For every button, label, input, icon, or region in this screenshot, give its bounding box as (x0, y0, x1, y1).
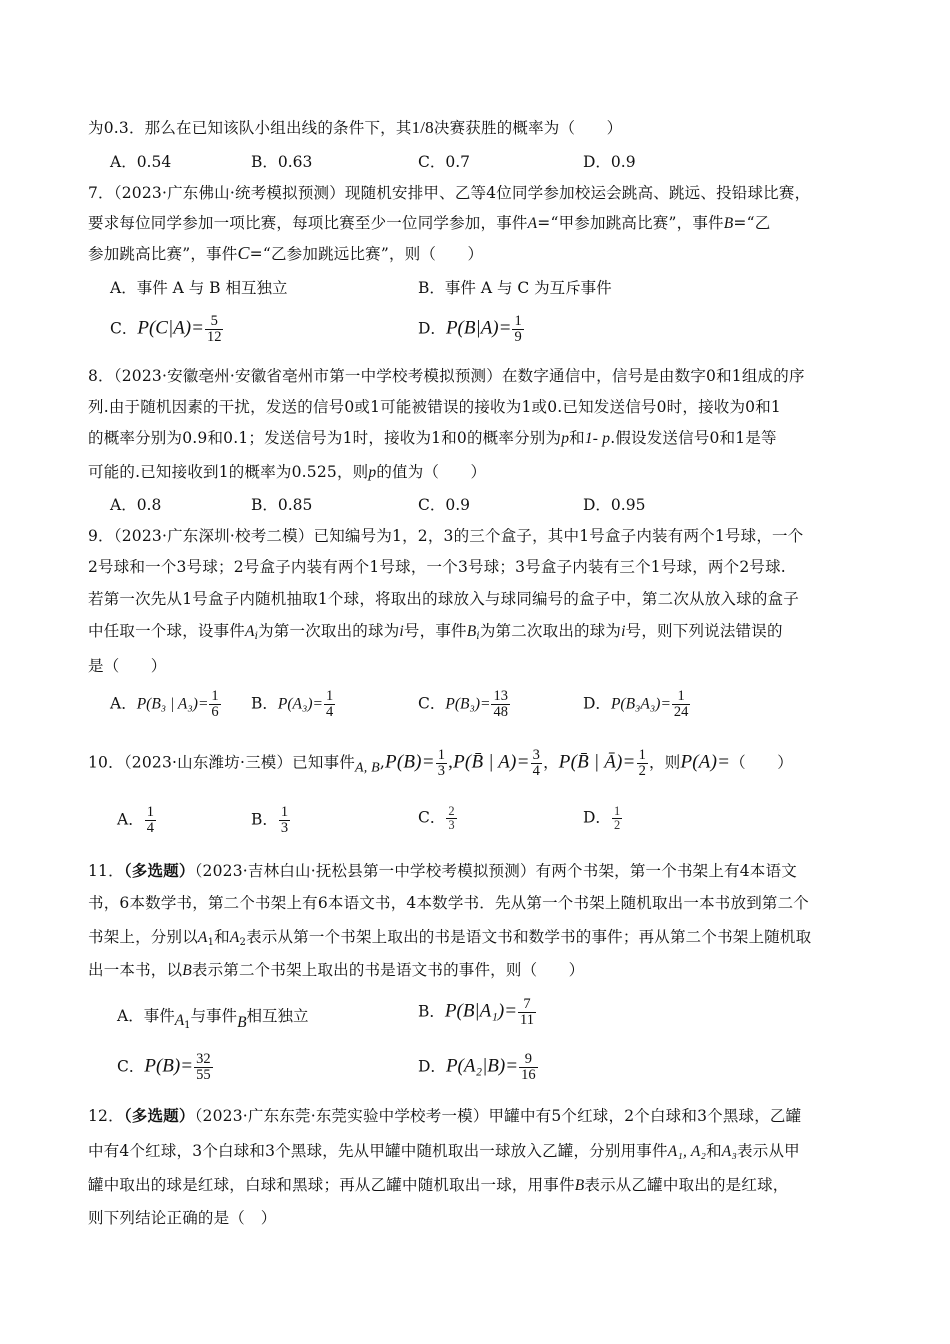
q8-text: 的概率分别为0.9和0.1；发送信号为1时，接收为1和0的概率分别为 (88, 429, 562, 447)
q9-var-i: i (399, 623, 404, 640)
q7-text: 参加跳高比赛”，事件 (88, 245, 238, 263)
q9-text: 号，事件 (403, 622, 467, 640)
q10-comma: , (379, 753, 386, 772)
q11-option-a (117, 1005, 309, 1037)
q8-stem-line-4 (88, 461, 486, 484)
q9-option-d (583, 689, 691, 720)
q8-option-b: B．0.85 (251, 496, 313, 514)
q9-var-b-sub: i (476, 631, 480, 642)
q7-text: 要求每位同学参加一项比赛，每项比赛至少一位同学参加，事件 (88, 214, 528, 232)
q11-option-d-den: 16 (521, 1067, 536, 1083)
q10-text: ，则 (649, 753, 681, 772)
q9-option-d-num: 1 (677, 688, 685, 704)
q11-text: A．事件 (117, 1007, 175, 1025)
q10-expr-2-den: 4 (532, 763, 541, 779)
q9-option-a-expr: P(B₃ | A₃)= (136, 695, 209, 713)
q11-var-a2: A (229, 929, 240, 946)
q12-text: 表示从甲 (737, 1142, 800, 1160)
q7-option-c-expr: P(C|A)= (137, 317, 204, 339)
q12-stem-line-4: 则下列结论正确的是（ ） (88, 1209, 277, 1227)
q11-option-b-expr: P(B|A₁)= (444, 1000, 518, 1022)
q6-option-d: D．0.9 (583, 153, 636, 171)
q9-option-b (251, 689, 336, 720)
q11-var-a1-sub: 1 (207, 937, 215, 948)
q8-option-c: C．0.9 (418, 496, 471, 514)
q12-text: 和 (706, 1142, 722, 1160)
q7-option-d-label: D． (418, 319, 446, 338)
q10-vars-ab: A, B (354, 760, 380, 776)
q10-option-b-label: B． (251, 810, 278, 829)
q7-var-b: B (723, 215, 734, 232)
q11-text: （2023·吉林白山·抚松县第一中学校考模拟预测）有两个书架，第一个书架上有4本语文 (194, 862, 797, 880)
q9-option-b-num: 1 (326, 688, 334, 704)
q11-option-b-label: B． (418, 1002, 445, 1021)
q11-option-c-label: C． (117, 1057, 145, 1076)
q11-var-a1: A (174, 1012, 185, 1029)
q6-option-b: B．0.63 (251, 153, 313, 171)
q11-option-c-expr: P(B)= (144, 1055, 194, 1077)
q9-stem-line-2: 2号球和一个3号球；2号盒子内装有两个1号球，一个3号球；3号盒子内装有三个1号球，两个2号球. (88, 558, 786, 576)
q10-option-c-den: 3 (448, 818, 455, 832)
q10-option-c-label: C． (418, 808, 446, 827)
q7-option-a: A．事件 A 与 B 相互独立 (110, 279, 288, 297)
q8-text: 的值为（ ） (376, 463, 487, 481)
q6-stem-line (88, 117, 622, 139)
q12-multi-select-tag: （多选题） (123, 1106, 195, 1125)
q7-option-c-den: 12 (206, 329, 222, 345)
q11-var-b: B (182, 962, 192, 979)
q10-option-d-label: D． (583, 808, 611, 827)
q8-stem-line-1: 8．（2023·安徽亳州·安徽省亳州市第一中学校考模拟预测）在数字通信中，信号是由数字0和1组成的序 (88, 367, 805, 385)
q7-text: =“乙参加跳远比赛”，则（ ） (249, 245, 484, 263)
q9-option-d-label: D． (583, 694, 611, 713)
q7-option-c (110, 314, 224, 345)
q11-text: 和 (214, 928, 230, 946)
q9-text: 号，则下列说法错误的 (625, 622, 783, 640)
q6-option-a: A．0.54 (110, 153, 172, 171)
q10-expr-3-num: 1 (638, 747, 647, 763)
q8-text: 和 (569, 429, 585, 447)
q10-expr-1: P(B)= (385, 751, 435, 773)
q11-option-d-num: 9 (524, 1051, 532, 1067)
q10-option-d (583, 805, 623, 832)
q10-expr-3: P(B̄ | Ā)= (558, 751, 636, 773)
q11-option-d-label: D． (418, 1057, 446, 1076)
q9-stem-line-4 (88, 620, 783, 648)
q9-stem-line-1: 9．（2023·广东深圳·校考二模）已知编号为1，2，3的三个盒子，其中1号盒子内装有两个1号球，一个 (88, 527, 804, 545)
q12-number: 12． (88, 1107, 124, 1125)
q9-option-b-label: B． (251, 694, 278, 713)
q7-option-d-den: 9 (514, 329, 522, 345)
q11-option-d (418, 1052, 539, 1083)
q11-var-a2-sub: 2 (239, 937, 247, 948)
q10-stem-line: 10．（2023·山东潍坊·三模）已知事件A, B,P(B)= $\frac{1}{3}$ ,P(B̄ | A)= $\frac{3}{4}$ ，P(B̄ | Ā)= $\frac{1}{2}$ ，则P(A)=（ ） (88, 747, 793, 779)
q11-option-c-den: 55 (196, 1067, 211, 1083)
q8-stem-line-2: 列.由于随机因素的干扰，发送的信号0或1可能被错误的接收为1或0.已知发送信号0时，接收为0和1 (88, 398, 781, 416)
q12-stem-line-1 (88, 1105, 801, 1127)
q11-stem-line-2: 书，6本数学书，第二个书架上有6本语文书，4本数学书．先从第一个书架上随机取出一本书放到第二个 (88, 894, 809, 912)
q7-stem-line-3 (88, 242, 483, 265)
q6-option-c: C．0.7 (418, 153, 471, 171)
q11-stem-line-3 (88, 926, 811, 954)
q9-option-a-num: 1 (211, 688, 219, 704)
q12-text: 中有4个红球，3个白球和3个黑球，先从甲罐中随机取出一球放入乙罐，分别用事件 (88, 1142, 668, 1160)
q9-option-b-den: 4 (326, 704, 334, 720)
q9-text: 为第一次取出的球为 (258, 622, 400, 640)
q11-text: 出一本书，以 (88, 961, 183, 979)
q6-text: 为0.3．那么在已知该队小组出线的条件下，其 (88, 119, 412, 137)
q11-var-a1-sub: 1 (184, 1020, 191, 1031)
q10-option-b-den: 3 (280, 820, 289, 836)
q11-option-c (117, 1052, 214, 1083)
q7-option-b: B．事件 A 与 C 为互斥事件 (418, 279, 612, 297)
q8-text: .假设发送信号0和1是等 (610, 429, 777, 447)
q9-option-c-den: 48 (493, 704, 508, 720)
q12-stem-line-3 (88, 1174, 788, 1197)
q10-option-c (418, 805, 458, 832)
q11-var-a1: A (197, 929, 208, 946)
q7-option-c-label: C． (110, 319, 138, 338)
q9-stem-line-3: 若第一次先从1号盒子内随机抽取1个球，将取出的球放入与球同编号的盒子中，第二次从放入球的盒子 (88, 590, 799, 608)
q11-text: 表示从第一个书架上取出的书是语文书和数学书的事件；再从第二个书架上随机取 (246, 928, 812, 946)
q10-text: 10．（2023·山东潍坊·三模）已知事件 (88, 753, 355, 772)
q9-option-d-expr: P(B₃A₃)= (610, 695, 671, 713)
q9-option-a (110, 689, 222, 720)
q6-fraction: 1/8 (411, 118, 434, 137)
q7-var-a: A (527, 215, 538, 232)
q10-option-c-num: 2 (448, 804, 455, 818)
q9-var-a: A (245, 623, 255, 640)
q7-option-d-expr: P(B|A)= (445, 317, 512, 339)
q7-stem-line-2 (88, 212, 770, 235)
q9-option-d-den: 24 (673, 704, 689, 720)
q11-multi-select-tag: （多选题） (123, 861, 195, 880)
q7-option-d (418, 314, 525, 345)
q10-option-a-label: A． (117, 810, 144, 829)
q7-text: =“甲参加跳高比赛”，事件 (537, 214, 724, 232)
q11-option-b (418, 997, 537, 1028)
q7-text: =“乙 (733, 214, 771, 232)
q11-option-d-expr: P(A₂|B)= (445, 1055, 519, 1077)
q10-option-b (251, 805, 291, 836)
q9-var-b: B (466, 623, 477, 640)
q12-text: 罐中取出的球是红球，白球和黑球；再从乙罐中随机取出一球，用事件 (88, 1176, 575, 1194)
q8-text: 可能的.已知接收到1的概率为0.525，则 (88, 463, 369, 481)
q9-option-c-label: C． (418, 694, 446, 713)
q9-option-c-num: 13 (493, 688, 508, 704)
q11-number: 11． (88, 862, 124, 880)
q8-var-p: p (561, 430, 570, 447)
q12-var-b: B (574, 1177, 585, 1194)
q8-option-d: D．0.95 (583, 496, 646, 514)
q10-option-a (117, 805, 157, 836)
q11-var-b: B (237, 1014, 247, 1031)
q11-text: 书架上，分别以 (88, 928, 198, 946)
q10-expr-pa: P(A)= (680, 751, 731, 773)
q10-expr-1-num: 1 (437, 747, 446, 763)
q7-var-c: C (237, 243, 250, 263)
q9-text: 为第二次取出的球为 (479, 622, 622, 640)
q8-var-1-p: 1- p (584, 430, 611, 447)
q12-vars-a1-a2: A₁, A₂ (667, 1143, 707, 1160)
q10-expr-1-den: 3 (437, 763, 446, 779)
q11-stem-line-4 (88, 959, 584, 982)
q9-text: 中任取一个球，设事件 (88, 622, 246, 640)
q11-option-b-den: 11 (520, 1012, 534, 1028)
q10-option-a-num: 1 (146, 804, 154, 820)
q12-stem-line-2 (88, 1140, 800, 1163)
q11-stem-line-1 (88, 860, 797, 882)
q11-text: 相互独立 (246, 1007, 309, 1025)
q11-option-c-num: 32 (196, 1051, 211, 1067)
q9-option-c (418, 689, 511, 720)
q10-expr-3-den: 2 (638, 763, 647, 779)
q6-text-end: 决赛获胜的概率为（ ） (433, 119, 623, 137)
q9-option-b-expr: P(A₃)= (277, 695, 323, 713)
q10-option-d-den: 2 (613, 818, 621, 832)
q7-stem-line-1: 7．（2023·广东佛山·统考模拟预测）现随机安排甲、乙等4位同学参加校运会跳高、跳远、投铅球比赛， (88, 184, 811, 202)
q7-option-d-num: 1 (514, 313, 522, 329)
q10-option-a-den: 4 (146, 820, 154, 836)
q9-option-a-den: 6 (211, 704, 219, 720)
q12-text: （2023·广东东莞·东莞实验中学校考一模）甲罐中有5个红球，2个白球和3个黑球，乙罐 (194, 1107, 802, 1125)
q10-text-end: （ ） (730, 753, 793, 772)
q10-option-b-num: 1 (280, 804, 289, 820)
q11-text: 表示第二个书架上取出的书是语文书的事件，则（ ） (191, 961, 585, 979)
q9-var-a-sub: i (254, 631, 259, 642)
q9-var-i: i (621, 623, 626, 640)
q11-option-b-num: 7 (523, 996, 531, 1012)
q10-option-d-num: 1 (613, 804, 621, 818)
q12-var-a3: A₃ (721, 1143, 738, 1160)
q8-option-a: A．0.8 (110, 496, 162, 514)
q8-stem-line-3 (88, 427, 777, 450)
q10-expr-2-num: 3 (532, 747, 541, 763)
q9-option-a-label: A． (110, 694, 137, 713)
q9-stem-line-5: 是（ ） (88, 657, 167, 675)
q10-expr-2: P(B̄ | A)= (453, 751, 530, 773)
q11-text: 与事件 (190, 1007, 238, 1025)
q7-option-c-num: 5 (210, 313, 218, 329)
q9-option-c-expr: P(B₃)= (445, 695, 491, 713)
q8-var-p: p (368, 464, 377, 481)
q12-text: 表示从乙罐中取出的是红球， (584, 1176, 789, 1194)
